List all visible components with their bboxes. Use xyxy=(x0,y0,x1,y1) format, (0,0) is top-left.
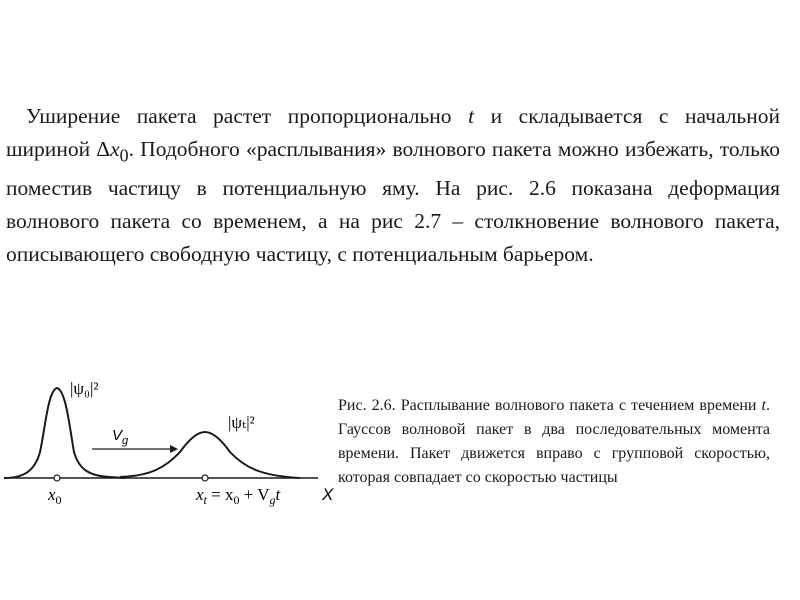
x0-label: $x_0$ xyxy=(48,485,62,507)
caption-text-1: Рис. 2.6. Расплывание волнового пакета с течением времени xyxy=(338,397,762,414)
paragraph-text-2: и складывается с начальной шириной Δ xyxy=(6,104,780,161)
paragraph-sub0: 0 xyxy=(119,145,129,166)
paragraph-t: t xyxy=(468,104,475,128)
xt-label: $x_t = x_0 + V_gt$ xyxy=(196,485,281,507)
axis-x-label: X xyxy=(322,485,334,504)
caption-text-2: . Гауссов волновой пакет в два последовательных момента времени. Пакет движется вправо с групповой скоростью, которая совпадает со скоростью частицы xyxy=(338,397,770,486)
figure-caption xyxy=(338,394,770,490)
caption-t: t xyxy=(761,397,766,414)
xt-marker xyxy=(202,475,208,481)
psit-label: |ψₜ|² xyxy=(228,413,255,432)
wave-packet-figure xyxy=(0,370,340,520)
psi0-label: |ψ₀|² xyxy=(70,379,99,398)
paragraph-x: x xyxy=(110,137,120,161)
vg-label: $V_g$ xyxy=(112,427,129,447)
paragraph-text-1: Уширение пакета растет пропорционально xyxy=(26,104,469,128)
main-paragraph xyxy=(6,100,780,271)
velocity-arrow-head xyxy=(170,445,178,453)
x0-marker xyxy=(54,475,60,481)
initial-packet-curve xyxy=(4,388,125,478)
paragraph-text-3: . Подобного «расплывания» волнового пакета можно избежать, только поместив частицу в потенциальную яму. На рис. 2.6 показана деформация волнового пакета со временем, а на рис 2.7 – столкновение волнового пакета, описывающего свободную частицу, с потенциальным барьером. xyxy=(6,137,781,267)
spread-packet-curve xyxy=(120,432,300,478)
